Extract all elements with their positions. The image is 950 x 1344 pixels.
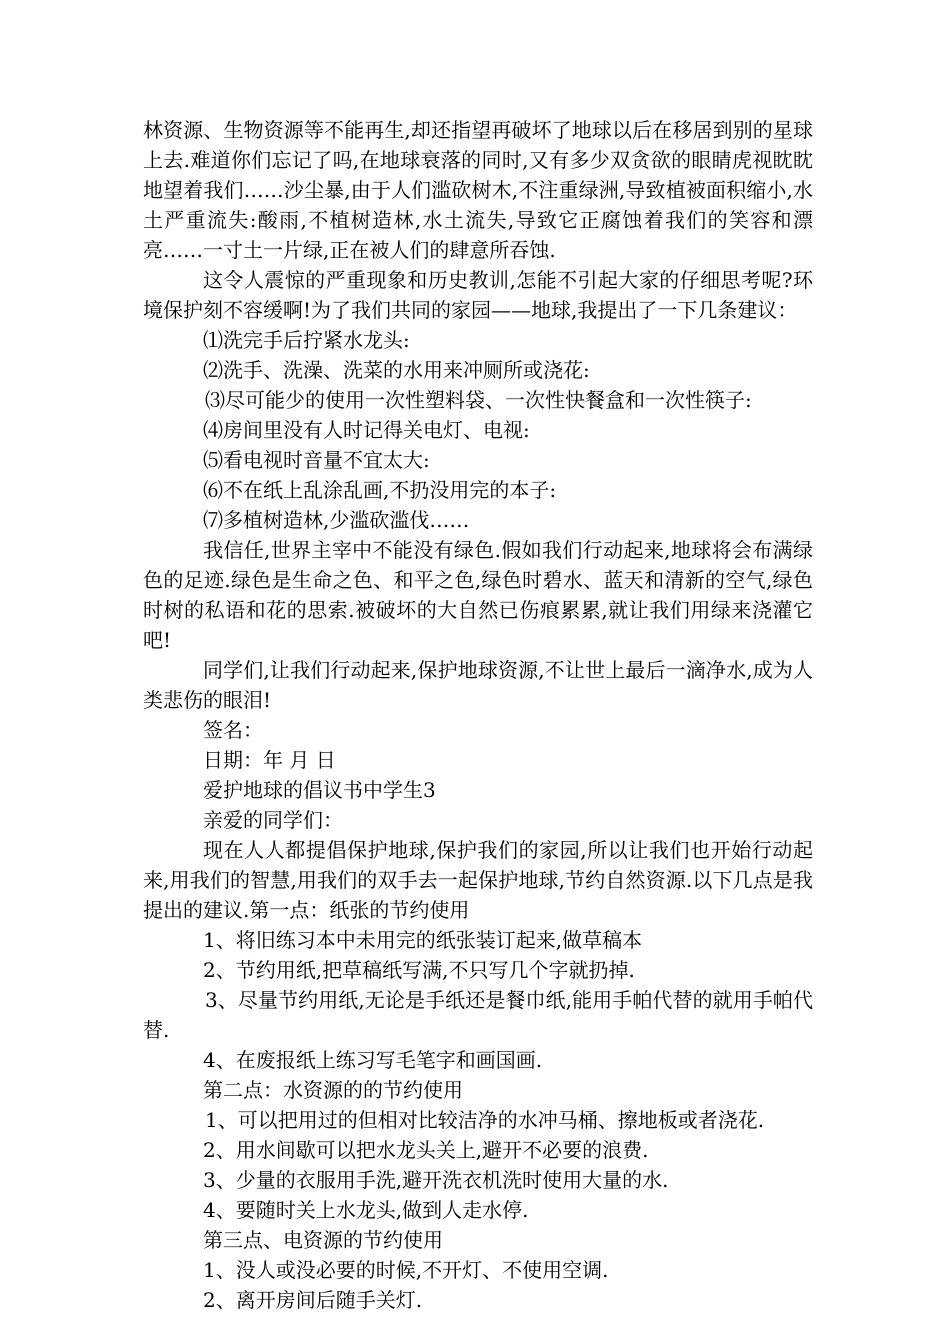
suggestion-item-1: ⑴洗完手后拧紧水龙头:: [203, 328, 410, 352]
salutation: 亲爱的同学们：: [203, 808, 343, 832]
water-item-1: 1、可以把用过的但相对比较洁净的水冲马桶、擦地板或者浇花.: [205, 1108, 765, 1132]
paper-item-3: 3、尽量节约用纸,无论是手纸还是餐巾纸,能用手帕代替的就用手帕代替.: [143, 988, 813, 1042]
electricity-item-2: 2、离开房间后随手关灯.: [203, 1288, 423, 1312]
water-item-4: 4、要随时关上水龙头,做到人走水停.: [203, 1198, 529, 1222]
water-item-2: 2、用水间歇可以把水龙头关上,避开不必要的浪费.: [203, 1138, 649, 1162]
suggestion-item-6: ⑹不在纸上乱涂乱画,不扔没用完的本子:: [203, 478, 557, 502]
suggestion-item-4: ⑷房间里没有人时记得关电灯、电视:: [203, 418, 530, 442]
paragraph-continued: 林资源、生物资源等不能再生,却还指望再破坏了地球以后在移居到别的星球上去.难道你们忘记了吗,在地球衰落的同时,又有多少双贪欲的眼睛虎视眈眈地望着我们……沙尘暴,由于人们滥砍树木,不注重绿洲,导致植被面积缩小,水土严重流失:酸雨,不植树造林,水土流失,导致它正腐蚀着我们的笑容和漂亮……一寸土一片绿,正在被人们的肆意所吞蚀.: [143, 118, 813, 262]
paper-item-4: 4、在废报纸上练习写毛笔字和画国画.: [203, 1048, 543, 1072]
suggestion-item-7: ⑺多植树造林,少滥砍滥伐……: [203, 508, 470, 532]
suggestion-item-5: ⑸看电视时音量不宜太大:: [203, 448, 430, 472]
section-title: 爱护地球的倡议书中学生3: [203, 778, 436, 802]
document-page: [143, 115, 813, 1315]
water-heading: 第二点：水资源的的节约使用: [203, 1078, 463, 1102]
paragraph-green: 我信任,世界主宰中不能没有绿色.假如我们行动起来,地球将会布满绿色的足迹.绿色是生命之色、和平之色,绿色时碧水、蓝天和清新的空气,绿色时树的私语和花的思索.被破坏的大自然已伤痕累累,就让我们用绿来浇灌它吧!: [143, 538, 813, 652]
paragraph-intro: 现在人人都提倡保护地球,保护我们的家园,所以让我们也开始行动起来,用我们的智慧,用我们的双手去一起保护地球,节约自然资源.以下几点是我提出的建议.第一点：纸张的节约使用: [143, 838, 813, 922]
paragraph-reflection: 这令人震惊的严重现象和历史教训,怎能不引起大家的仔细思考呢?环境保护刻不容缓啊!为了我们共同的家园——地球,我提出了一下几条建议：: [143, 268, 813, 322]
signature-line: 签名：: [203, 718, 263, 742]
paper-item-1: 1、将旧练习本中未用完的纸张装订起来,做草稿本: [203, 928, 643, 952]
paragraph-call-to-action: 同学们,让我们行动起来,保护地球资源,不让世上最后一滴净水,成为人类悲伤的眼泪!: [143, 658, 813, 712]
suggestion-item-3: ⑶尽可能少的使用一次性塑料袋、一次性快餐盒和一次性筷子:: [205, 388, 752, 412]
suggestion-item-2: ⑵洗手、洗澡、洗菜的水用来冲厕所或浇花:: [203, 358, 590, 382]
date-line: 日期：年 月 日: [203, 748, 336, 772]
electricity-heading: 第三点、电资源的节约使用: [203, 1228, 443, 1252]
electricity-item-1: 1、没人或没必要的时候,不开灯、不使用空调.: [203, 1258, 609, 1282]
water-item-3: 3、少量的衣服用手洗,避开洗衣机洗时使用大量的水.: [203, 1168, 669, 1192]
paper-item-2: 2、节约用纸,把草稿纸写满,不只写几个字就扔掉.: [203, 958, 635, 982]
